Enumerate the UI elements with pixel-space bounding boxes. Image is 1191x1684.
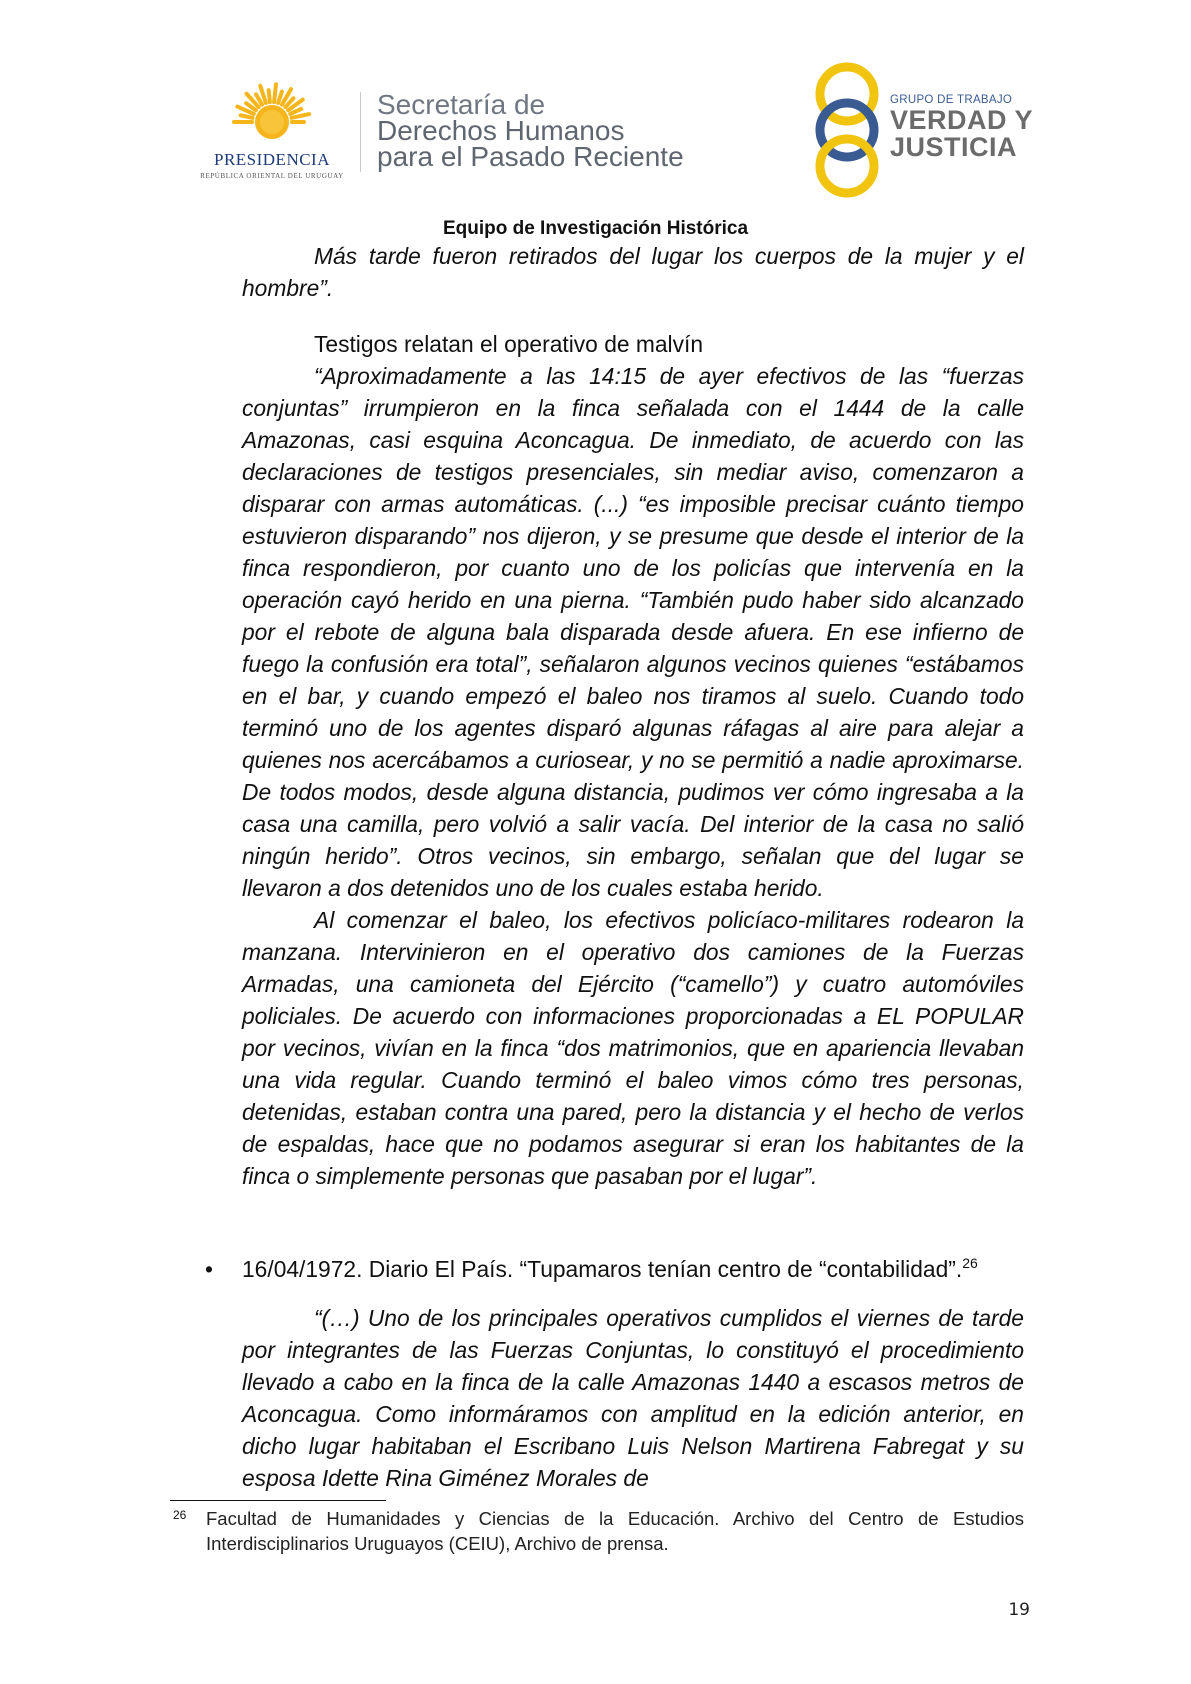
paragraph-2: “Aproximadamente a las 14:15 de ayer efectivos de las “fuerzas conjuntas” irrumpieron en la finca señalada con el 1444 de la calle Amazonas, casi esquina Aconcagua. De inmediato, de acuerdo con las declaraciones de testigos presenciales, sin mediar aviso, comenzaron a disparar con armas automáticas. (...) “es imposible precisar cuánto tiempo estuvieron disparando” nos dijeron, y se presume que desde el interior de la finca respondieron, por cuanto uno de los policías que intervenía en la operación cayó herido en una pierna. “También pudo haber sido alcanzado por el rebote de alguna bala disparada desde afuera. En ese infierno de fuego la confusión era total”, señalaron algunos vecinos quienes “estábamos en el bar, y cuando empezó el baleo nos tiramos al suelo. Cuando todo terminó uno de los agentes disparó algunas ráfagas al aire para alejar a quienes nos acercábamos a curiosear, y no se permitió a nadie aproximarse. De todos modos, desde alguna distancia, pudimos ver cómo ingresaba a la casa una camilla, pero volvió a salir vacía. Del interior de la casa no salió ningún herido”. Otros vecinos, sin embargo, señalan que del lugar se llevaron a dos detenidos uno de los cuales estaba herido. — [242, 363, 1024, 901]
sun-ray — [292, 114, 310, 118]
secretaria-line3: para el Pasado Reciente — [377, 141, 684, 172]
sun-emblem-icon — [232, 80, 312, 150]
footnote-number: 26 — [173, 1508, 187, 1522]
presidencia-name: PRESIDENCIA — [213, 150, 330, 169]
grupo-line3: JUSTICIA — [890, 132, 1018, 162]
sun-ray — [278, 92, 282, 103]
grupo-trabajo-logo-text — [890, 93, 1033, 161]
sun-ray — [241, 115, 253, 117]
presidencia-logo — [192, 80, 352, 180]
footnote-ref[interactable]: 26 — [962, 1255, 978, 1271]
sun-ray — [269, 90, 270, 102]
secretaria-line2: Derechos Humanos — [377, 115, 625, 146]
paragraph-4: “(…) Uno de los principales operativos cumplidos el viernes de tarde por integrantes de las Fuerzas Conjuntas, lo constituyó el procedimiento llevado a cabo en la finca de la calle Amazonas 1440 a escasos metros de Aconcagua. Como informáramos con amplitud en la edición anterior, en dicho lugar habitaban el Escribano Luis Nelson Martirena Fabregat y su esposa Idette Rina Giménez Morales de — [242, 1305, 1024, 1491]
bullet-icon: • — [205, 1256, 213, 1282]
bullet-text — [242, 1253, 978, 1285]
page-number: 19 — [1008, 1600, 1030, 1620]
footnote-text: Facultad de Humanidades y Ciencias de la Educación. Archivo del Centro de Estudios Interdisciplinarios Uruguayos (CEIU), Archivo de prensa. — [206, 1508, 1024, 1554]
body-column-top — [242, 240, 1024, 1192]
paragraph-3: Al comenzar el baleo, los efectivos policíaco-militares rodearon la manzana. Intervinieron en el operativo dos camiones de la Fuerzas Armadas, una camioneta del Ejército (“camello”) y cuatro automóviles policiales. De acuerdo con informaciones proporcionadas a EL POPULAR por vecinos, vivían en la finca “dos matrimonios, que en apariencia llevaban una vida regular. Cuando terminó el baleo vimos cómo tres personas, detenidas, estaban contra una pared, pero la distancia y el hecho de verlos de espaldas, hace que no podamos asegurar si eran los habitantes de la finca o simplemente personas que pasaban por el lugar”. — [242, 907, 1024, 1189]
unit-heading: Equipo de Investigación Histórica — [442, 218, 749, 239]
grupo-line2: VERDAD Y — [890, 105, 1034, 135]
testigos-heading: Testigos relatan el operativo de malvín — [314, 331, 704, 357]
secretaria-logo — [377, 89, 684, 172]
grupo-line1: GRUPO DE TRABAJO — [890, 94, 1013, 106]
body-column-bottom — [242, 1302, 1024, 1494]
verdad-justicia-rings-icon — [812, 62, 882, 198]
footnote-separator — [170, 1500, 386, 1501]
paragraph-1: Más tarde fueron retirados del lugar los cuerpos de la mujer y el hombre”. — [242, 243, 1024, 301]
presidencia-subtitle: REPÚBLICA ORIENTAL DEL URUGUAY — [200, 172, 344, 180]
bullet-label: 16/04/1972. Diario El País. “Tupamaros tenían centro de “contabilidad”. — [242, 1256, 963, 1282]
sun-ray — [274, 84, 276, 102]
secretaria-line1: Secretaría de — [377, 89, 546, 120]
header-divider — [360, 92, 361, 172]
